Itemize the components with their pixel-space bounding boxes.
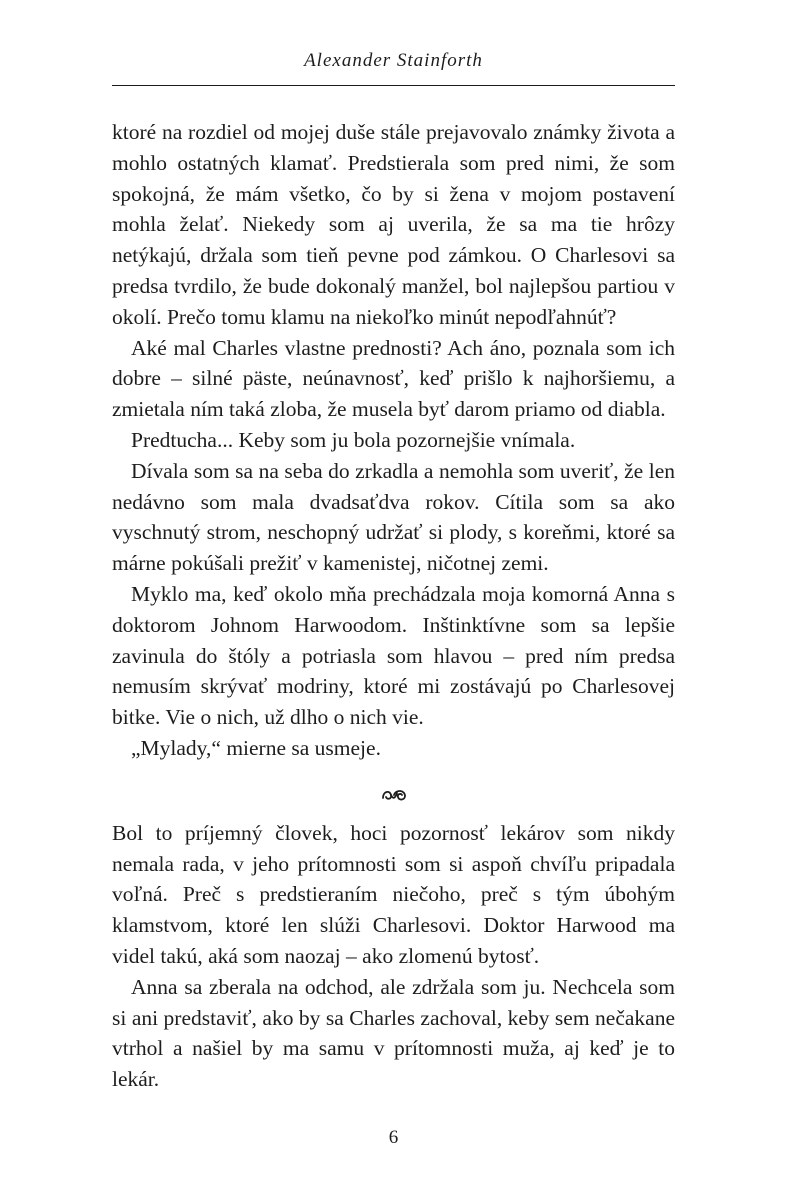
paragraph: ktoré na rozdiel od mojej duše stále prejavovalo známky života a mohlo ostatných klamať. Predstierala som pred nimi, že som spokojná, že mám všetko, čo by si žena v mojom postavení mohla želať. Niekedy som aj uverila, že sa ma tie hrôzy netýkajú, držala som tieň pevne pod zámkou. O Charlesovi sa predsa tvrdilo, že bude dokonalý manžel, bol najlepšou partiou v okolí. Prečo tomu klamu na niekoľko minút nepodľahnúť? <box>112 120 675 329</box>
paragraph: Aké mal Charles vlastne prednosti? Ach áno, poznala som ich dobre – silné päste, neúnavnosť, keď prišlo k najhoršiemu, a zmietala ním taká zloba, že musela byť darom priamo od diabla. <box>112 335 675 422</box>
page-number: 6 <box>388 1127 399 1148</box>
paragraph: Dívala som sa na seba do zrkadla a nemohla som uveriť, že len nedávno som mala dvadsaťdva rokov. Cítila som sa ako vyschnutý strom, neschopný udržať si plody, s koreňmi, ktoré sa márne pokúšali prežiť v kamenistej, ničotnej zemi. <box>112 458 675 576</box>
paragraph: Predtucha... Keby som ju bola pozornejšie vnímala. <box>131 427 576 452</box>
running-head: Alexander Stainforth <box>304 50 483 71</box>
section-break <box>112 772 675 814</box>
page-body <box>112 117 675 1095</box>
paragraph: Anna sa zberala na odchod, ale zdržala som ju. Nechcela som si ani predstaviť, ako by sa Charles zachoval, keby sem nečakane vtrhol a našiel by ma samu v prítomnosti muža, aj keď je to lekár. <box>112 974 675 1092</box>
paragraph: Myklo ma, keď okolo mňa prechádzala moja komorná Anna s doktorom Johnom Harwoodom. Inštinktívne som sa lepšie zavinula do štóly a potriasla som hlavou – pred ním predsa nemusím skrývať modriny, ktoré mi zostávajú po Charlesovej bitke. Vie o nich, už dlho o nich vie. <box>112 581 675 730</box>
paragraph: „Mylady,“ mierne sa usmeje. <box>131 735 381 760</box>
section-break-flourish-icon <box>381 780 407 805</box>
header-rule <box>112 85 675 86</box>
paragraph: Bol to príjemný človek, hoci pozornosť lekárov som nikdy nemala rada, v jeho prítomnosti som si aspoň chvíľu pripadala voľná. Preč s predstieraním niečoho, preč s tým úbohým klamstvom, ktoré len slúži Charlesovi. Doktor Harwood ma videl takú, aká som naozaj – ako zlomenú bytosť. <box>112 820 675 968</box>
